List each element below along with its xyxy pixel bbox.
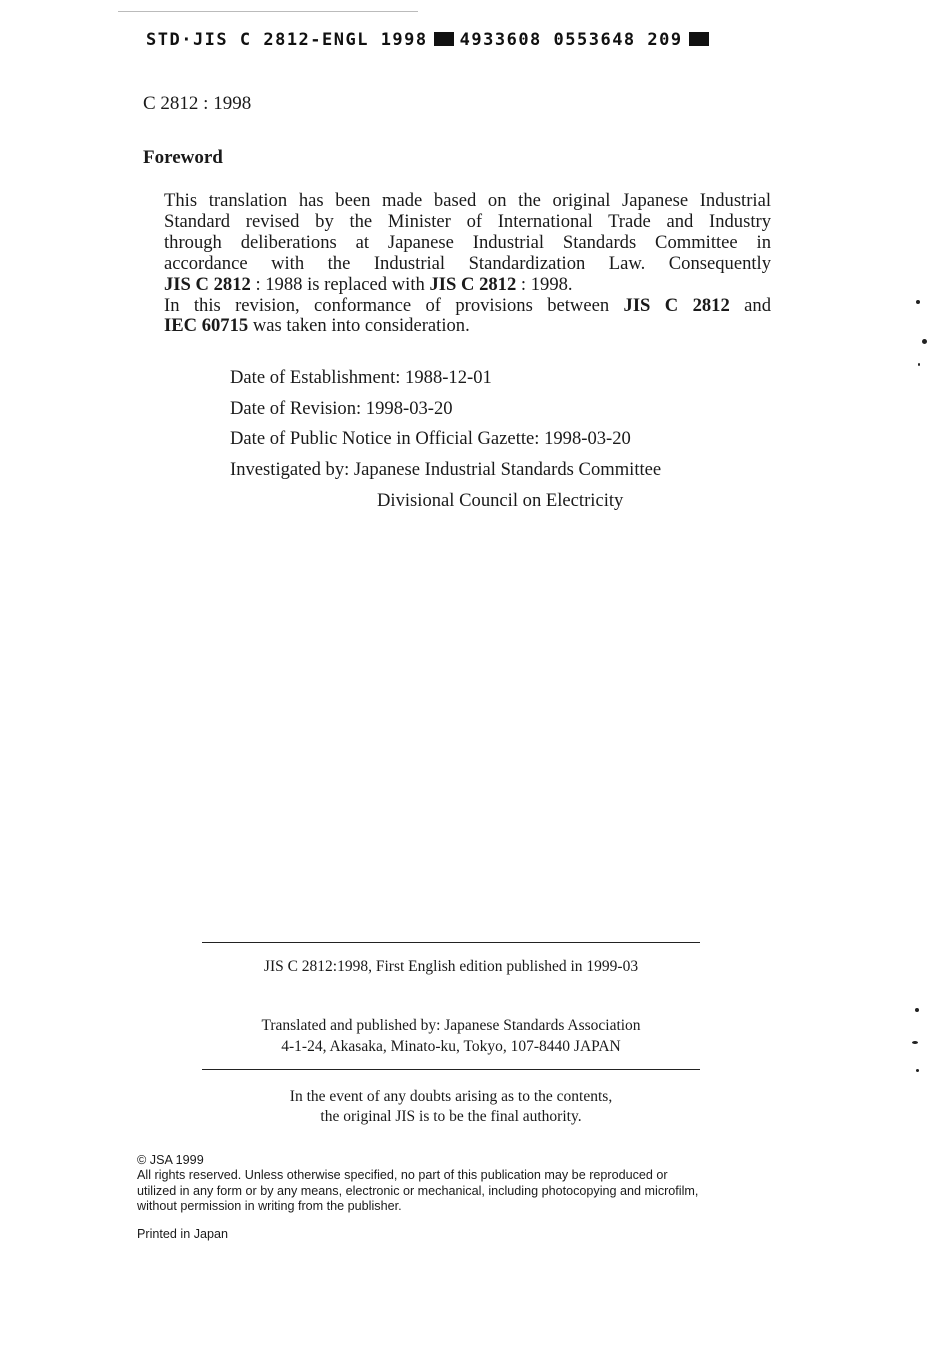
copyright-line-1: All rights reserved. Unless otherwise specified, no part of this publication may be reproduced or xyxy=(137,1168,668,1183)
copyright-symbol-line: © JSA 1999 xyxy=(137,1153,204,1167)
divisional-council: Divisional Council on Electricity xyxy=(377,490,624,511)
revision-line-1 xyxy=(164,296,771,317)
foreword-replace-line xyxy=(164,275,771,296)
scan-speck xyxy=(916,300,920,304)
header-block-mark-end xyxy=(689,32,709,46)
date-of-public-notice: Date of Public Notice in Official Gazette: 1998-03-20 xyxy=(230,428,631,449)
foreword-paragraph xyxy=(164,191,771,337)
revision-line-2 xyxy=(164,316,771,337)
investigated-by: Investigated by: Japanese Industrial Standards Committee xyxy=(230,459,662,480)
edition-note: JIS C 2812:1998, First English edition published in 1999-03 xyxy=(263,958,639,975)
header-serial-number: 4933608 0553648 209 xyxy=(459,30,683,50)
foreword-line-4: accordance with the Industrial Standardization Law. Consequently xyxy=(164,252,771,274)
foreword-line-1: This translation has been made based on the original Japanese Industrial xyxy=(164,190,771,211)
copyright-line-3: without permission in writing from the publisher. xyxy=(137,1198,402,1213)
new-standard-code: JIS C 2812 xyxy=(429,273,517,295)
authority-line-2: the original JIS is to be the final authority. xyxy=(320,1108,582,1125)
old-standard-year: : 1988 is replaced with xyxy=(250,273,430,295)
scan-speck xyxy=(915,1008,919,1012)
revision-jis-code: JIS C 2812 xyxy=(623,294,730,316)
printed-in: Printed in Japan xyxy=(137,1227,229,1241)
new-standard-year: : 1998. xyxy=(516,273,573,295)
date-of-revision: Date of Revision: 1998-03-20 xyxy=(230,398,453,419)
copyright-block xyxy=(137,1153,777,1214)
document-header-stamp xyxy=(146,30,715,50)
revision-text: In this revision, conformance of provisions between xyxy=(164,294,624,316)
scan-speck xyxy=(922,339,927,344)
foreword-line-3: through deliberations at Japanese Industrial Standards Committee in xyxy=(164,231,771,253)
publisher-line: Translated and published by: Japanese Standards Association xyxy=(261,1017,641,1034)
foreword-line-2: Standard revised by the Minister of International Trade and Industry xyxy=(164,210,771,232)
scan-speck xyxy=(912,1041,918,1044)
date-of-establishment: Date of Establishment: 1988-12-01 xyxy=(230,367,492,388)
scan-speck xyxy=(916,1069,919,1072)
publisher-bottom-rule xyxy=(202,1069,700,1070)
revision-iec-code: IEC 60715 xyxy=(164,315,249,337)
edition-top-rule xyxy=(202,942,700,943)
top-scan-rule xyxy=(118,11,418,12)
header-standard-id: STD·JIS C 2812-ENGL 1998 xyxy=(146,30,428,50)
old-standard-code: JIS C 2812 xyxy=(164,273,251,295)
authority-line-1: In the event of any doubts arising as to the contents, xyxy=(289,1088,613,1105)
document-code: C 2812 : 1998 xyxy=(143,93,252,114)
revision-consideration: was taken into consideration. xyxy=(248,315,470,337)
copyright-line-2: utilized in any form or by any means, electronic or mechanical, including photocopying and microfilm, xyxy=(137,1183,699,1198)
header-block-mark xyxy=(434,32,454,46)
foreword-heading: Foreword xyxy=(143,147,223,168)
publisher-address: 4-1-24, Akasaka, Minato-ku, Tokyo, 107-8440 JAPAN xyxy=(281,1038,621,1055)
revision-and: and xyxy=(729,294,771,316)
scan-speck xyxy=(918,363,920,366)
